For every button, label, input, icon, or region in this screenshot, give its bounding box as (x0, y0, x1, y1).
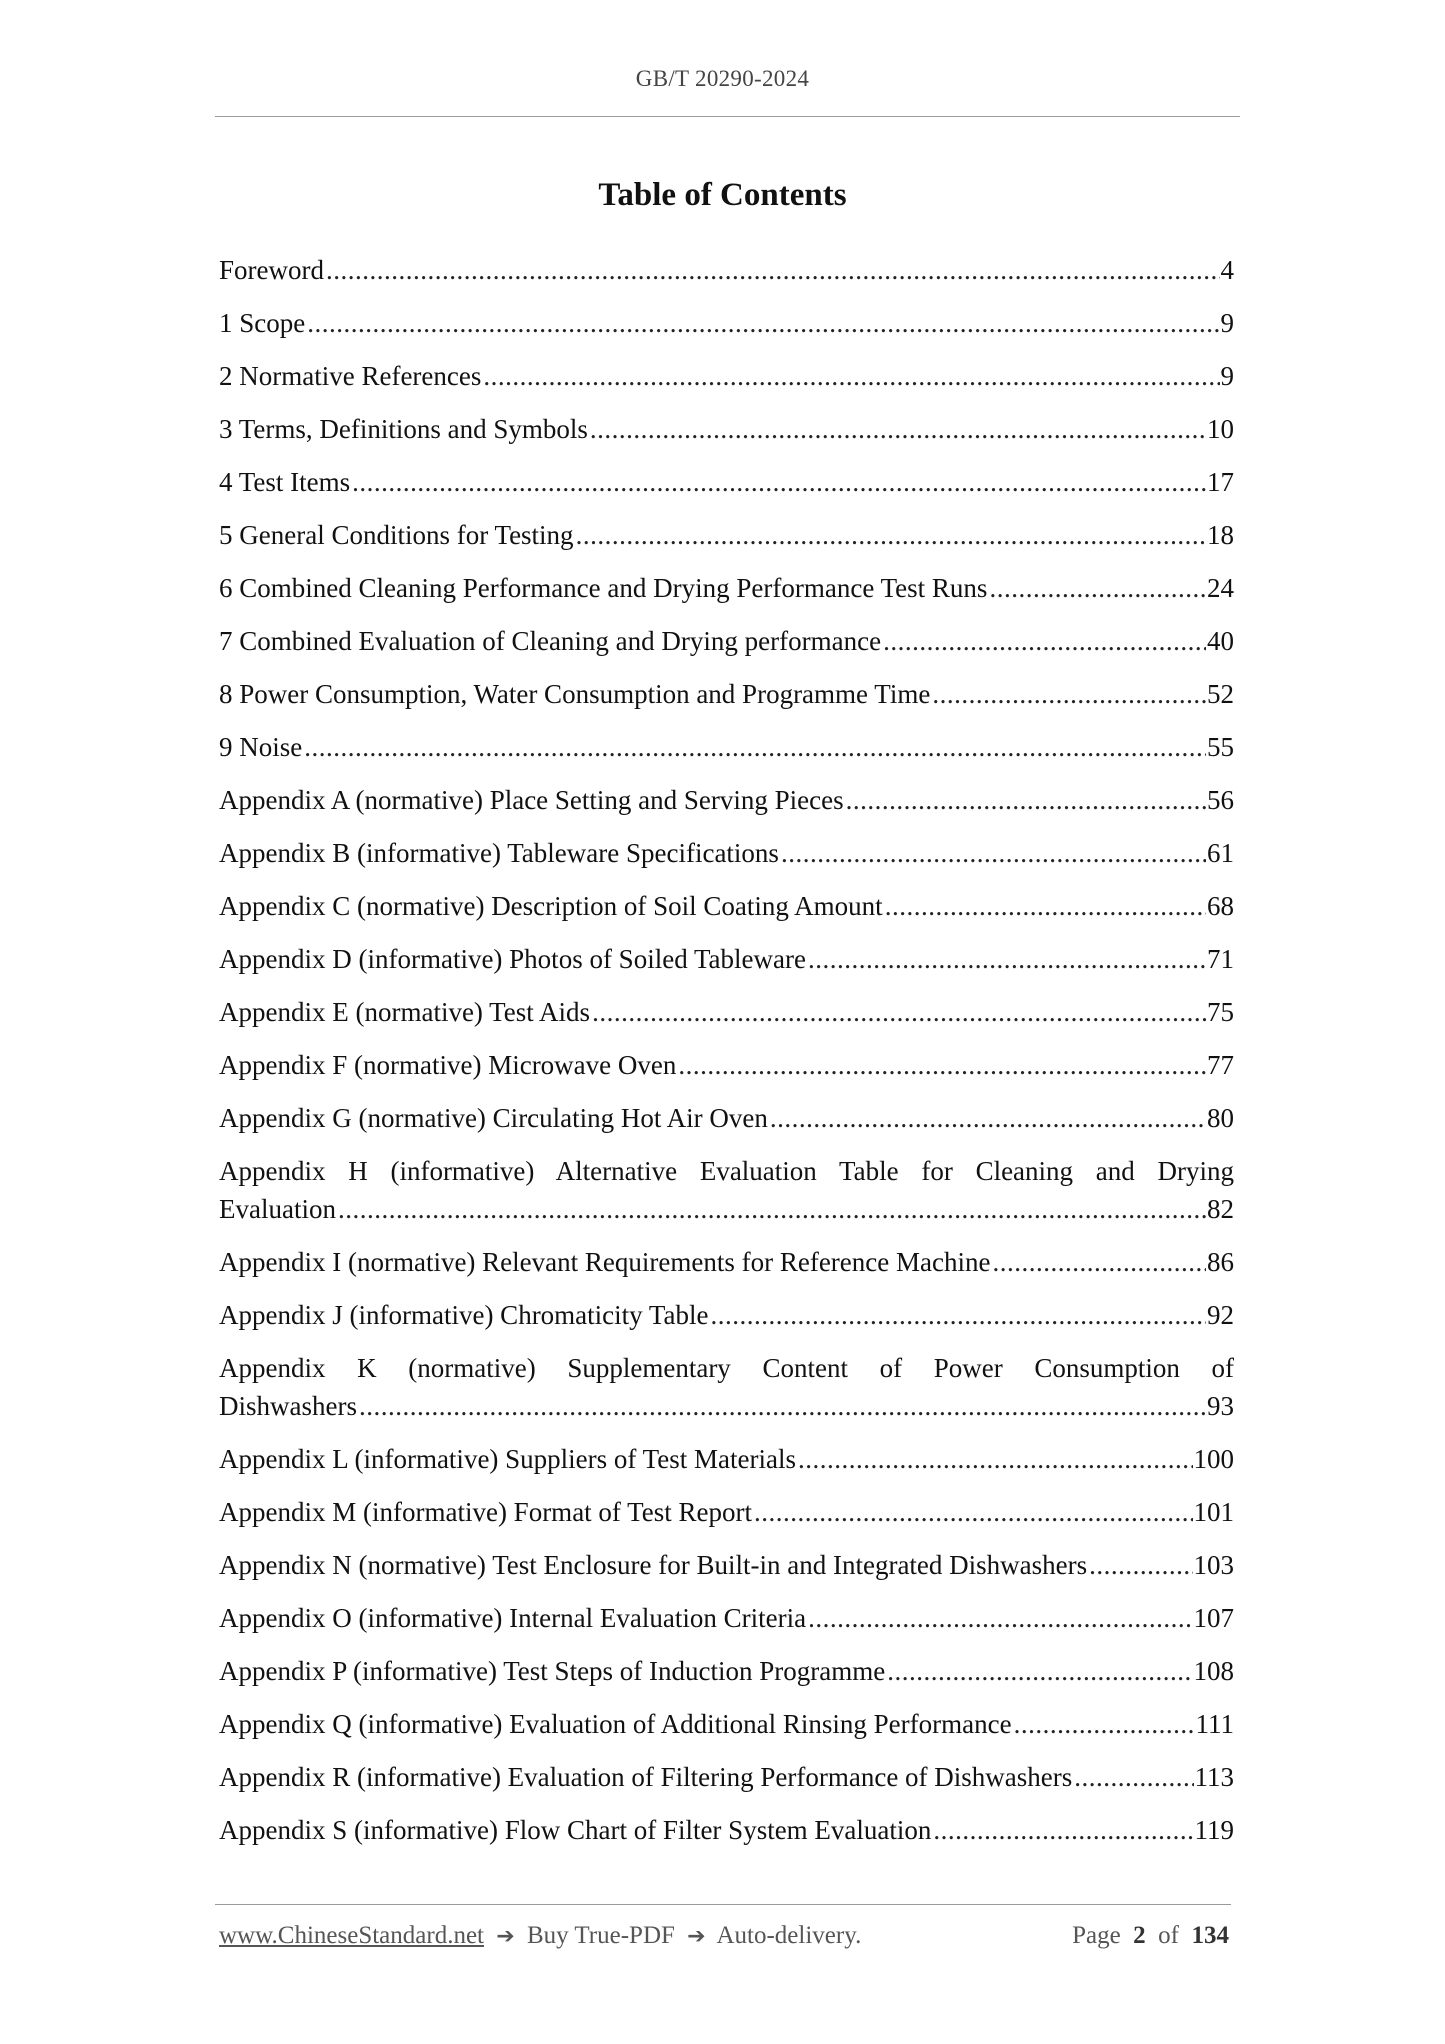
dot-leader (883, 622, 1206, 660)
toc-entry-page: 9 (1220, 308, 1234, 338)
toc-entry-title: 6 Combined Cleaning Performance and Drying Performance Test Runs (219, 573, 988, 603)
toc-entry[interactable] (219, 1099, 1234, 1137)
dot-leader (754, 1493, 1192, 1531)
toc-entry-title: Appendix J (informative) Chromaticity Table (219, 1300, 709, 1330)
toc-entry[interactable] (219, 940, 1234, 978)
toc-entry[interactable] (219, 675, 1234, 713)
toc-entry-title: 7 Combined Evaluation of Cleaning and Drying performance (219, 626, 882, 656)
dot-leader (1074, 1758, 1193, 1796)
toc-entry-title: 9 Noise (219, 732, 303, 762)
dot-leader (711, 1296, 1207, 1334)
toc-entry-title-line1: Appendix K (normative) Supplementary Content of Power Consumption of (219, 1353, 1234, 1383)
toc-entry[interactable] (219, 1349, 1234, 1425)
toc-entry-title: Appendix G (normative) Circulating Hot Air Oven (219, 1103, 768, 1133)
toc-entry-title: Appendix Q (informative) Evaluation of Additional Rinsing Performance (219, 1709, 1012, 1739)
toc-entry-page: 82 (1207, 1194, 1234, 1224)
toc-entry-page: 18 (1207, 520, 1234, 550)
toc-entry[interactable] (219, 1243, 1234, 1281)
toc-entry-page: 111 (1195, 1709, 1234, 1739)
footer-divider (215, 1904, 1231, 1905)
toc-entry[interactable] (219, 1440, 1234, 1478)
toc-entry-title: Appendix D (informative) Photos of Soiled Tableware (219, 944, 806, 974)
toc-entry-title: Appendix I (normative) Relevant Requirements for Reference Machine (219, 1247, 991, 1277)
page-indicator (1072, 1922, 1229, 1950)
footer-promo-delivery: Auto-delivery. (716, 1922, 862, 1949)
dot-leader (933, 1811, 1193, 1849)
toc-entry[interactable] (219, 887, 1234, 925)
dot-leader (592, 993, 1206, 1031)
toc-entry-title: Appendix B (informative) Tableware Specifications (219, 838, 779, 868)
footer-promo (219, 1922, 861, 1950)
toc-entry-page: 86 (1207, 1247, 1234, 1277)
toc-entry-title: Appendix F (normative) Microwave Oven (219, 1050, 677, 1080)
dot-leader (846, 781, 1206, 819)
toc-entry[interactable] (219, 410, 1234, 448)
toc-entry-page: 55 (1207, 732, 1234, 762)
dot-leader (678, 1046, 1206, 1084)
toc-entry[interactable] (219, 569, 1234, 607)
toc-entry[interactable] (219, 516, 1234, 554)
dot-leader (781, 834, 1206, 872)
dot-leader (798, 1440, 1193, 1478)
toc-entry[interactable] (219, 251, 1234, 289)
dot-leader (307, 304, 1219, 342)
toc-entry-page: 10 (1207, 414, 1234, 444)
page-title: Table of Contents (598, 177, 847, 213)
toc-entry-page: 100 (1193, 1444, 1234, 1474)
toc-entry-title: Appendix M (informative) Format of Test Report (219, 1497, 753, 1527)
toc-entry-page: 17 (1207, 467, 1234, 497)
toc-entry-title: Appendix O (informative) Internal Evaluation Criteria (219, 1603, 807, 1633)
toc-entry-title-line2: Evaluation (219, 1194, 336, 1224)
toc-entry-second-line (219, 1387, 1234, 1425)
dot-leader (932, 675, 1206, 713)
toc-entry[interactable] (219, 834, 1234, 872)
website-link[interactable]: www.ChineseStandard.net (219, 1922, 484, 1949)
toc-entry[interactable] (219, 993, 1234, 1031)
toc-entry-page: 24 (1207, 573, 1234, 603)
toc-entry-title: 8 Power Consumption, Water Consumption and Programme Time (219, 679, 931, 709)
toc-entry-title: Appendix N (normative) Test Enclosure for Built-in and Integrated Dishwashers (219, 1550, 1088, 1580)
dot-leader (576, 516, 1206, 554)
dot-leader (885, 887, 1206, 925)
table-of-contents (219, 251, 1234, 1864)
dot-leader (304, 728, 1206, 766)
dot-leader (483, 357, 1219, 395)
toc-entry-title: Appendix A (normative) Place Setting and Serving Pieces (219, 785, 844, 815)
toc-entry-title: 3 Terms, Definitions and Symbols (219, 414, 588, 444)
dot-leader (770, 1099, 1206, 1137)
toc-entry-title: Appendix P (informative) Test Steps of Induction Programme (219, 1656, 886, 1686)
toc-entry-title: 1 Scope (219, 308, 306, 338)
toc-entry-title: 5 General Conditions for Testing (219, 520, 574, 550)
toc-entry[interactable] (219, 1811, 1234, 1849)
toc-entry-title: Appendix E (normative) Test Aids (219, 997, 591, 1027)
toc-entry-title: Appendix C (normative) Description of Soil Coating Amount (219, 891, 883, 921)
toc-entry-page: 101 (1193, 1497, 1234, 1527)
toc-entry-page: 108 (1193, 1656, 1234, 1686)
toc-entry-title: Foreword (219, 255, 324, 285)
toc-entry-page: 56 (1207, 785, 1234, 815)
dot-leader (1089, 1546, 1192, 1584)
toc-entry-page: 119 (1194, 1815, 1234, 1845)
toc-entry-title: 4 Test Items (219, 467, 351, 497)
toc-entry-page: 52 (1207, 679, 1234, 709)
dot-leader (326, 251, 1220, 289)
toc-entry-page: 77 (1207, 1050, 1234, 1080)
footer-promo-buy: Buy True-PDF (526, 1922, 675, 1949)
dot-leader (338, 1190, 1206, 1228)
toc-entry-page: 4 (1220, 255, 1234, 285)
toc-entry-title-line1: Appendix H (informative) Alternative Evaluation Table for Cleaning and Drying (219, 1156, 1234, 1186)
dot-leader (989, 569, 1206, 607)
document-id-header: GB/T 20290-2024 (635, 66, 810, 91)
dot-leader (992, 1243, 1206, 1281)
toc-entry-page: 9 (1220, 361, 1234, 391)
toc-entry[interactable] (219, 728, 1234, 766)
dot-leader (590, 410, 1206, 448)
toc-entry-page: 80 (1207, 1103, 1234, 1133)
toc-entry-title: Appendix S (informative) Flow Chart of Filter System Evaluation (219, 1815, 932, 1845)
toc-entry-page: 92 (1207, 1300, 1234, 1330)
toc-entry-page: 75 (1207, 997, 1234, 1027)
toc-entry-page: 40 (1207, 626, 1234, 656)
toc-entry[interactable] (219, 357, 1234, 395)
toc-entry-page: 103 (1193, 1550, 1234, 1580)
dot-leader (808, 940, 1206, 978)
toc-entry[interactable] (219, 622, 1234, 660)
toc-entry-title: Appendix L (informative) Suppliers of Test Materials (219, 1444, 796, 1474)
toc-entry-second-line (219, 1190, 1234, 1228)
toc-entry[interactable] (219, 1546, 1234, 1584)
dot-leader (808, 1599, 1192, 1637)
dot-leader (359, 1387, 1206, 1425)
toc-entry-page: 68 (1207, 891, 1234, 921)
toc-entry-title: 2 Normative References (219, 361, 482, 391)
toc-entry-title-line2: Dishwashers (219, 1391, 357, 1421)
toc-entry[interactable] (219, 463, 1234, 501)
toc-entry-page: 113 (1194, 1762, 1234, 1792)
toc-entry[interactable] (219, 1046, 1234, 1084)
toc-entry-title: Appendix R (informative) Evaluation of Filtering Performance of Dishwashers (219, 1762, 1073, 1792)
dot-leader (887, 1652, 1192, 1690)
toc-entry[interactable] (219, 781, 1234, 819)
right-arrow-icon: ➔ (687, 1924, 706, 1949)
toc-entry[interactable] (219, 1599, 1234, 1637)
toc-entry[interactable] (219, 304, 1234, 342)
toc-entry[interactable] (219, 1705, 1234, 1743)
toc-entry-page: 71 (1207, 944, 1234, 974)
toc-entry-page: 93 (1207, 1391, 1234, 1421)
total-pages-number: 134 (1191, 1922, 1229, 1949)
toc-entry-page: 107 (1193, 1603, 1234, 1633)
toc-entry[interactable] (219, 1493, 1234, 1531)
toc-entry[interactable] (219, 1152, 1234, 1228)
toc-entry[interactable] (219, 1296, 1234, 1334)
dot-leader (352, 463, 1206, 501)
of-label: of (1158, 1922, 1179, 1949)
page-label: Page (1072, 1922, 1121, 1949)
toc-entry[interactable] (219, 1758, 1234, 1796)
toc-entry[interactable] (219, 1652, 1234, 1690)
right-arrow-icon: ➔ (496, 1924, 515, 1949)
dot-leader (1014, 1705, 1195, 1743)
toc-entry-page: 61 (1207, 838, 1234, 868)
header-divider (215, 116, 1240, 117)
current-page-number: 2 (1133, 1922, 1146, 1949)
